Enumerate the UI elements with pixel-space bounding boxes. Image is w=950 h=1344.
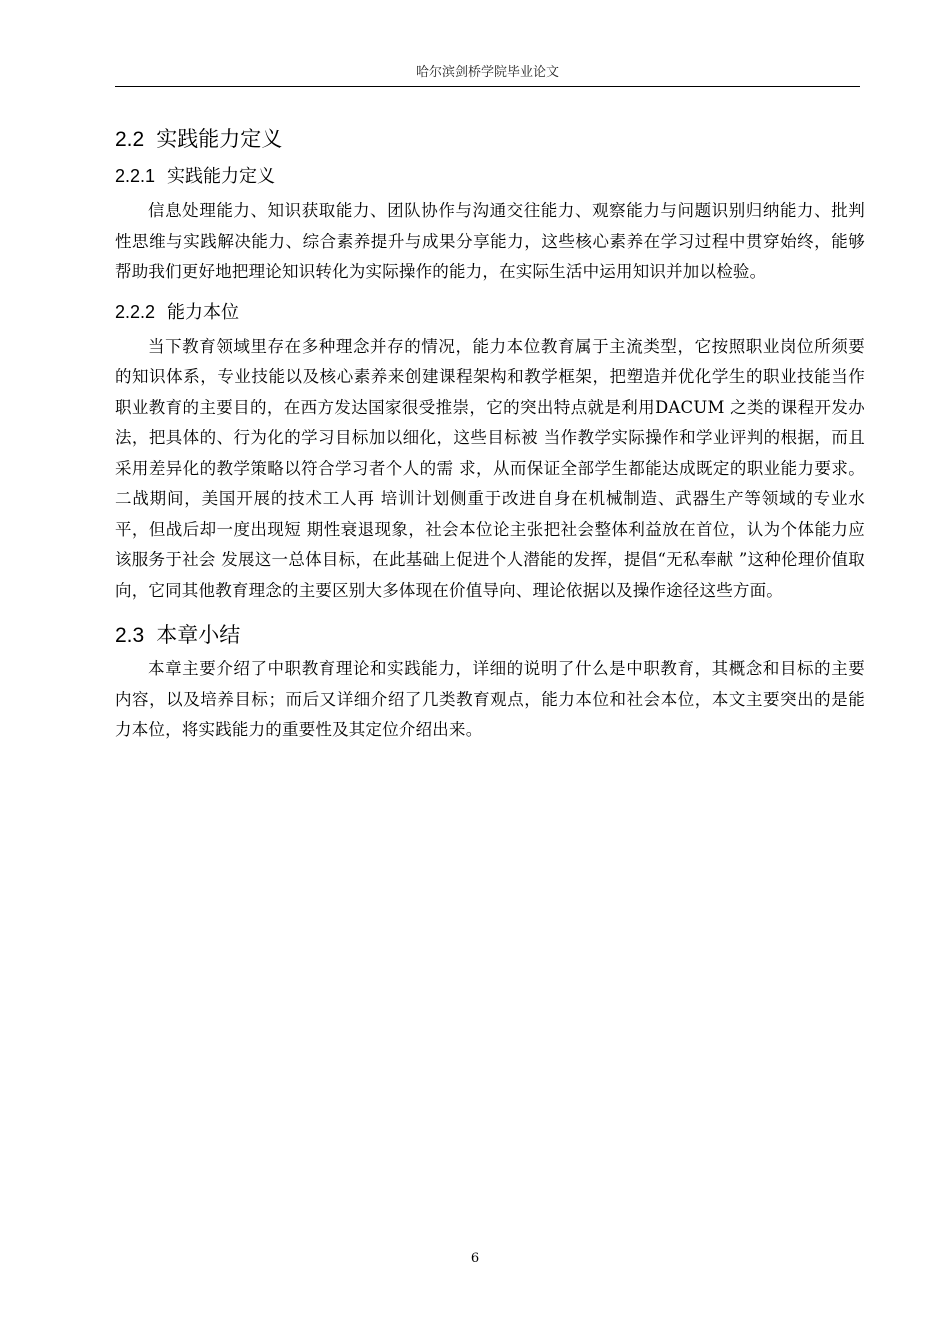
paragraph-2-2-2: 当下教育领域里存在多种理念并存的情况，能力本位教育属于主流类型，它按照职业岗位所须要的知识体系，专业技能以及核心素养来创建课程架构和教学框架，把塑造并优化学生的职业技能当作职业教育的主要目的，在西方发达国家很受推崇，它的突出特点就是利用DACUM 之类的课程开发办法，把具体的、行为化的学习目标加以细化，这些目标被 当作教学实际操作和学业评判的根据，而且采用差异化的教学策略以符合学习者个人的需 求，从而保证全部学生都能达成既定的职业能力要求。二战期间，美国开展的技术工人再 培训计划侧重于改进自身在机械制造、武器生产等领域的专业水平，但战后却一度出现短 期性衰退现象，社会本位论主张把社会整体利益放在首位，认为个体能力应该服务于社会 发展这一总体目标，在此基础上促进个人潜能的发挥，提倡“无私奉献 ”这种伦理价值取 向，它同其他教育理念的主要区别大多体现在价值导向、理论依据以及操作途径这些方面。 (115, 336, 865, 600)
section-heading-2-3 (115, 612, 865, 654)
section-title: 本章小结 (156, 623, 241, 647)
paragraph-2-2-1: 信息处理能力、知识获取能力、团队协作与沟通交往能力、观察能力与问题识别归纳能力、批判性思维与实践解决能力、综合素养提升与成果分享能力，这些核心素养在学习过程中贯穿始终，能够帮助我们更好地把理论知识转化为实际操作的能力，在实际生活中运用知识并加以检验。 (115, 201, 865, 281)
section-title: 实践能力定义 (156, 127, 283, 151)
section-number: 2.2 (115, 128, 145, 151)
subsection-number: 2.2.1 (115, 166, 156, 186)
section-number: 2.3 (115, 624, 145, 647)
running-header: 哈尔滨剑桥学院毕业论文 (415, 65, 559, 80)
paragraph-2-3: 本章主要介绍了中职教育理论和实践能力，详细的说明了什么是中职教育，其概念和目标的主要内容，以及培养目标；而后又详细介绍了几类教育观点，能力本位和社会本位，本文主要突出的是能力本位，将实践能力的重要性及其定位介绍出来。 (115, 659, 865, 739)
subsection-heading-2-2-2 (115, 294, 865, 332)
subsection-title: 实践能力定义 (167, 166, 276, 187)
subsection-number: 2.2.2 (115, 301, 156, 322)
subsection-heading-2-2-1 (115, 158, 865, 196)
page-number: 6 (470, 1251, 480, 1266)
header-rule (115, 86, 860, 87)
section-heading-2-2 (115, 116, 865, 158)
subsection-title: 能力本位 (167, 301, 240, 323)
page-body (115, 116, 865, 752)
